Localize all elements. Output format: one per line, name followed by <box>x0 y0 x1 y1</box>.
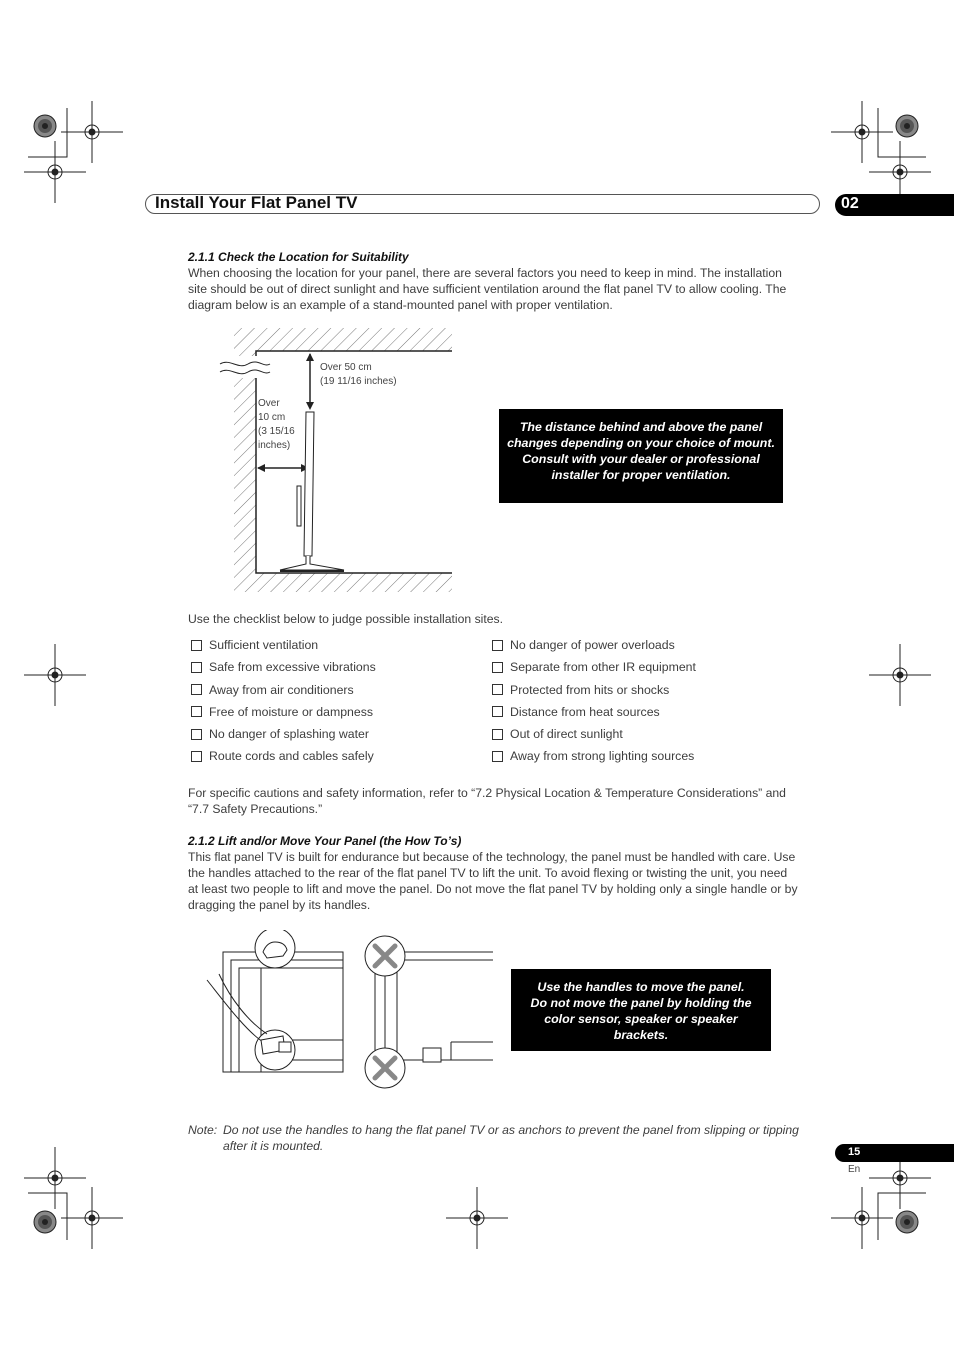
body-line: This flat panel TV is built for endurance but because of the technology, the panel must be handled with care. Use <box>188 850 796 864</box>
body-line: dragging the panel by its handles. <box>188 898 371 912</box>
callout-line: Do not move the panel by holding the <box>530 996 752 1010</box>
section-body-location <box>188 265 823 313</box>
checklist-item[interactable] <box>191 682 376 698</box>
body-line: When choosing the location for your panel, there are several factors you need to keep in mind. The installation <box>188 266 782 280</box>
section-heading-location: 2.1.1 Check the Location for Suitability <box>188 250 409 264</box>
checklist-label: Away from strong lighting sources <box>510 749 695 764</box>
callout-line: brackets. <box>613 1028 669 1042</box>
checklist-left <box>191 637 376 764</box>
body-line: For specific cautions and safety information, refer to “7.2 Physical Location & Temperature Considerations” and <box>188 786 786 800</box>
checkbox[interactable] <box>492 706 503 717</box>
checkbox[interactable] <box>191 640 202 651</box>
dim-line: Over 50 cm <box>320 362 372 373</box>
checkbox[interactable] <box>492 684 503 695</box>
checklist-label: No danger of power overloads <box>510 638 675 652</box>
callout-line: The distance behind and above the panel <box>519 420 763 434</box>
checklist-label: Route cords and cables safely <box>209 749 374 764</box>
body-line: diagram below is an example of a stand-mounted panel with proper ventilation. <box>188 298 613 312</box>
checklist-item[interactable] <box>191 726 376 742</box>
checkbox[interactable] <box>492 729 503 740</box>
note-label: Note: <box>188 1123 218 1137</box>
note-text <box>223 1122 823 1154</box>
checklist-item[interactable] <box>492 704 696 720</box>
incorrect-handle-illustration <box>355 930 500 1090</box>
page-number: 15 <box>848 1146 861 1158</box>
callout-line: changes depending on your choice of mount. <box>507 436 775 450</box>
checklist-label: Sufficient ventilation <box>209 638 319 652</box>
language-label: En <box>848 1164 861 1175</box>
checklist-item[interactable] <box>492 748 696 764</box>
checklist-item[interactable] <box>492 682 696 698</box>
dim-line: (19 11/16 inches) <box>320 376 397 387</box>
correct-handle-illustration <box>205 930 350 1076</box>
checklist-right <box>492 637 696 764</box>
checklist-label: Protected from hits or shocks <box>510 682 670 697</box>
body-line: at least two people to lift and move the panel. Do not move the flat panel TV by holding only a single handle or by <box>188 882 798 896</box>
checkbox[interactable] <box>492 751 503 762</box>
section-body-lift <box>188 849 823 913</box>
note-line: Do not use the handles to hang the flat panel TV or as anchors to prevent the panel from slipping or tipping <box>223 1123 799 1137</box>
checklist-label: No danger of splashing water <box>209 727 369 742</box>
body-line: site should be out of direct sunlight and have sufficient ventilation around the flat panel TV to allow cooling. The <box>188 282 787 296</box>
dim-line: (3 15/16 <box>258 426 295 437</box>
checklist-item[interactable] <box>191 704 376 720</box>
checklist-item[interactable] <box>492 637 696 653</box>
chapter-title: Install Your Flat Panel TV <box>155 193 358 212</box>
checkbox[interactable] <box>492 640 503 651</box>
checkbox[interactable] <box>191 684 202 695</box>
callout-line: Consult with your dealer or professional <box>522 452 760 466</box>
chapter-number: 02 <box>841 195 859 212</box>
callout-line: color sensor, speaker or speaker <box>544 1012 738 1026</box>
checklist-intro: Use the checklist below to judge possible installation sites. <box>188 612 504 626</box>
dim-line: 10 cm <box>258 412 286 423</box>
body-line: “7.7 Safety Precautions.” <box>188 802 323 816</box>
checklist-label: Out of direct sunlight <box>510 727 623 742</box>
checklist-item[interactable] <box>191 659 376 675</box>
top-clearance-label <box>320 361 397 389</box>
handle-callout <box>511 969 771 1051</box>
checklist-label: Away from air conditioners <box>209 682 354 697</box>
ventilation-callout <box>499 409 783 503</box>
checklist-label: Free of moisture or dampness <box>209 704 374 719</box>
body-line: the handles attached to the rear of the flat panel TV to lift the unit. To avoid flexing or twisting the unit, you need <box>188 866 788 880</box>
checkbox[interactable] <box>191 662 202 673</box>
chapter-number-tab <box>835 194 954 216</box>
page-number-tab <box>835 1144 954 1162</box>
checkbox[interactable] <box>191 706 202 717</box>
callout-line: Use the handles to move the panel. <box>537 980 745 994</box>
checkbox[interactable] <box>492 662 503 673</box>
checkbox[interactable] <box>191 751 202 762</box>
checklist-item[interactable] <box>492 726 696 742</box>
checklist-label: Distance from heat sources <box>510 704 660 719</box>
checklist-item[interactable] <box>492 659 696 675</box>
safety-reference <box>188 785 823 817</box>
dim-line: Over <box>258 398 280 409</box>
checklist-label: Safe from excessive vibrations <box>209 660 376 675</box>
section-heading-lift: 2.1.2 Lift and/or Move Your Panel (the How To’s) <box>188 834 462 848</box>
callout-line: installer for proper ventilation. <box>551 468 731 482</box>
side-clearance-label <box>258 397 295 453</box>
checklist-item[interactable] <box>191 748 376 764</box>
checklist-item[interactable] <box>191 637 376 653</box>
checkbox[interactable] <box>191 729 202 740</box>
checklist-label: Separate from other IR equipment <box>510 660 696 675</box>
note-line: after it is mounted. <box>223 1139 324 1153</box>
dim-line: inches) <box>258 440 291 451</box>
